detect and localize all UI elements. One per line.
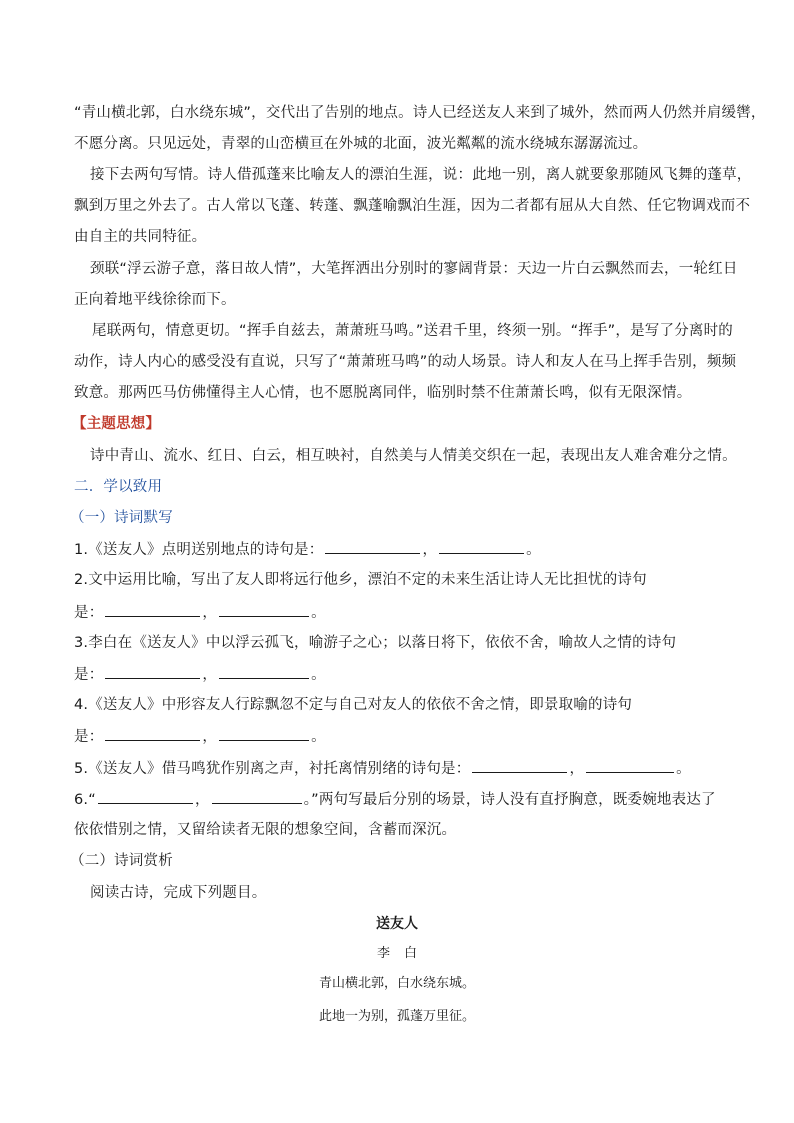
answer-blank[interactable]	[105, 726, 200, 741]
answer-blank[interactable]	[439, 539, 524, 554]
paragraph-line: 飘到万里之外去了。古人常以飞蓬、转蓬、飘蓬喻飘泊生涯，因为二者都有屈从大自然、任它物调戏而不	[74, 198, 751, 214]
question-text: 是：	[74, 667, 104, 683]
question-text: 是：	[74, 605, 104, 621]
answer-blank[interactable]	[219, 602, 309, 617]
question-4-line1: 4.《送友人》中形容友人行踪飘忽不定与自己对友人的依依不舍之情，即景取喻的诗句	[74, 697, 633, 713]
answer-blank[interactable]	[586, 758, 674, 773]
comma: ，	[194, 792, 210, 808]
subsection-heading: （二）诗词赏析	[70, 853, 173, 869]
answer-blank[interactable]	[219, 664, 309, 679]
period: 。	[311, 729, 326, 745]
poem-title: 送友人	[376, 916, 418, 932]
question-5	[74, 758, 734, 779]
comma: ，	[422, 542, 438, 558]
question-4-line2	[74, 726, 734, 747]
paragraph-line: 由自主的共同特征。	[74, 229, 207, 245]
comma: ，	[569, 761, 585, 777]
theme-heading: 【主题思想】	[72, 416, 161, 432]
subsection-heading: （一）诗词默写	[70, 510, 173, 526]
answer-blank[interactable]	[212, 789, 302, 804]
question-text: 是：	[74, 729, 104, 745]
instruction-text: 阅读古诗，完成下列题目。	[90, 885, 267, 901]
question-text: 1.《送友人》点明送别地点的诗句是：	[74, 542, 324, 558]
section-heading: 二．学以致用	[74, 479, 163, 495]
question-2-line1: 2.文中运用比喻，写出了友人即将远行他乡，漂泊不定的未来生活让诗人无比担忧的诗句	[74, 572, 647, 588]
period: 。	[311, 605, 326, 621]
poem-line: 此地一为别，孤蓬万里征。	[318, 1009, 475, 1024]
poem-line: 青山横北郭，白水绕东城。	[318, 976, 475, 991]
question-6-line2: 依依惜别之情，又留给读者无限的想象空间，含蓄而深沉。	[74, 822, 457, 838]
comma: ，	[202, 605, 218, 621]
question-3-line2	[74, 664, 734, 685]
question-2-line2	[74, 602, 734, 623]
paragraph-line: 尾联两句，情意更切。“挥手自兹去，萧萧班马鸣。”送君千里，终须一别。“挥手”，是写了分离时的	[92, 323, 733, 339]
poem-author: 李白	[376, 946, 431, 961]
question-text: 。”两句写最后分别的场景，诗人没有直抒胸意，既委婉地表达了	[303, 792, 716, 808]
paragraph-line: 动作，诗人内心的感受没有直说，只写了“萧萧班马鸣”的动人场景。诗人和友人在马上挥手告别，频频	[74, 354, 737, 370]
question-text: 6.“	[74, 792, 96, 808]
period: 。	[676, 761, 691, 777]
answer-blank[interactable]	[105, 602, 200, 617]
answer-blank[interactable]	[105, 664, 200, 679]
paragraph-line: 不愿分离。只见远处，青翠的山峦横亘在外城的北面，波光粼粼的流水绕城东潺潺流过。	[74, 136, 648, 152]
question-3-line1: 3.李白在《送友人》中以浮云孤飞，喻游子之心；以落日将下，依依不舍，喻故人之情的诗句	[74, 635, 677, 651]
comma: ，	[202, 667, 218, 683]
comma: ，	[202, 729, 218, 745]
question-text: 5.《送友人》借马鸣犹作别离之声，衬托离情别绪的诗句是：	[74, 761, 471, 777]
question-6-line1	[74, 789, 734, 810]
answer-blank[interactable]	[472, 758, 567, 773]
paragraph-line: “青山横北郭，白水绕东城”，交代出了告别的地点。诗人已经送友人来到了城外，然而两人仍然并肩缓辔，	[74, 105, 766, 121]
paragraph-line: 正向着地平线徐徐而下。	[74, 292, 236, 308]
answer-blank[interactable]	[98, 789, 193, 804]
theme-text: 诗中青山、流水、红日、白云，相互映衬，自然美与人情美交织在一起，表现出友人难舍难分之情。	[90, 448, 737, 464]
answer-blank[interactable]	[325, 539, 420, 554]
paragraph-line: 接下去两句写情。诗人借孤蓬来比喻友人的漂泊生涯，说：此地一别，离人就要象那随风飞舞的蓬草，	[90, 167, 752, 183]
paragraph-line: 颈联“浮云游子意，落日故人情”，大笔挥洒出分别时的寥阔背景：天边一片白云飘然而去，一轮红日	[90, 261, 738, 277]
period: 。	[311, 667, 326, 683]
question-1	[74, 539, 734, 560]
answer-blank[interactable]	[219, 726, 309, 741]
period: 。	[526, 542, 541, 558]
paragraph-line: 致意。那两匹马仿佛懂得主人心情，也不愿脱离同伴，临别时禁不住萧萧长鸣，似有无限深情。	[74, 385, 692, 401]
